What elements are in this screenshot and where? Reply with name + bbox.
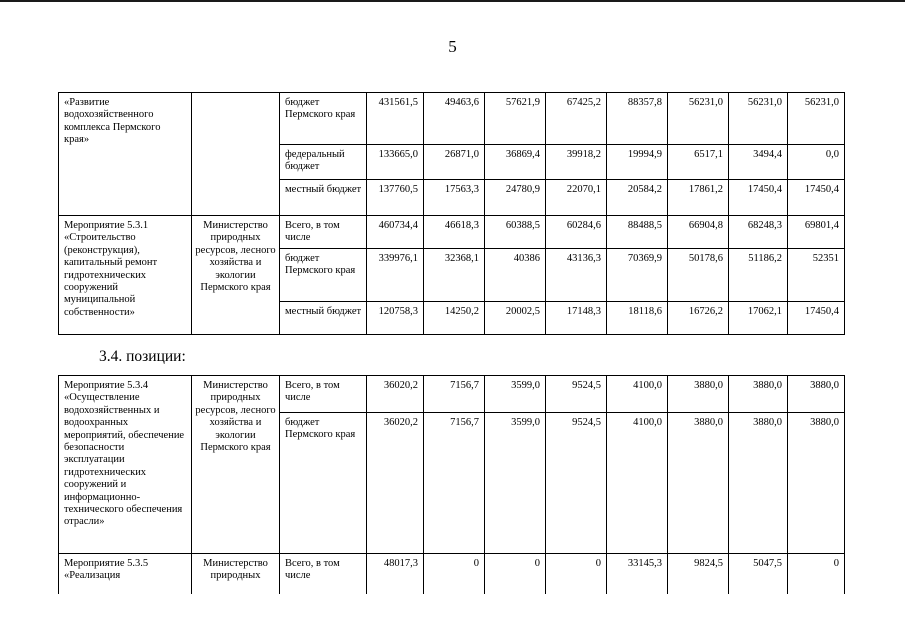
value-cell: 17062,1 [729, 302, 788, 335]
funding-source-cell: бюджет Пермского края [280, 93, 367, 145]
value-cell: 3880,0 [788, 413, 845, 554]
value-cell: 20002,5 [485, 302, 546, 335]
value-cell: 3880,0 [729, 376, 788, 413]
value-cell: 69801,4 [788, 216, 845, 249]
table-row [59, 93, 845, 145]
program-name-cell: «Развитие водохозяйственного комплекса Пермского края» [59, 93, 192, 216]
value-cell: 120758,3 [367, 302, 424, 335]
value-cell: 16726,2 [668, 302, 729, 335]
value-cell: 68248,3 [729, 216, 788, 249]
value-cell: 6517,1 [668, 145, 729, 180]
value-cell: 32368,1 [424, 249, 485, 302]
table-row [59, 376, 845, 413]
value-cell: 36020,2 [367, 413, 424, 554]
value-cell: 24780,9 [485, 180, 546, 216]
funding-source-cell: Всего, в том числе [280, 554, 367, 594]
value-cell: 3599,0 [485, 413, 546, 554]
ministry-cell: Министерство природных ресурсов, лесного хозяйства и экологии Пермского края [192, 216, 280, 335]
value-cell: 26871,0 [424, 145, 485, 180]
value-cell: 9524,5 [546, 413, 607, 554]
value-cell: 17450,4 [788, 302, 845, 335]
ministry-cell: Министерство природных [192, 554, 280, 594]
value-cell: 39918,2 [546, 145, 607, 180]
value-cell: 0 [424, 554, 485, 594]
value-cell: 20584,2 [607, 180, 668, 216]
value-cell: 0 [546, 554, 607, 594]
value-cell: 52351 [788, 249, 845, 302]
value-cell: 56231,0 [729, 93, 788, 145]
value-cell: 133665,0 [367, 145, 424, 180]
value-cell: 50178,6 [668, 249, 729, 302]
funding-source-cell: бюджет Пермского края [280, 413, 367, 554]
value-cell: 17563,3 [424, 180, 485, 216]
program-name-cell: Мероприятие 5.3.1 «Строительство (реконструкция), капитальный ремонт гидротехнических сооружений муниципальной собственности» [59, 216, 192, 335]
value-cell: 7156,7 [424, 376, 485, 413]
ministry-cell [192, 93, 280, 216]
value-cell: 66904,8 [668, 216, 729, 249]
value-cell: 51186,2 [729, 249, 788, 302]
value-cell: 3880,0 [729, 413, 788, 554]
value-cell: 431561,5 [367, 93, 424, 145]
value-cell: 88488,5 [607, 216, 668, 249]
value-cell: 9524,5 [546, 376, 607, 413]
funding-source-cell: Всего, в том числе [280, 216, 367, 249]
value-cell: 3494,4 [729, 145, 788, 180]
value-cell: 3599,0 [485, 376, 546, 413]
value-cell: 67425,2 [546, 93, 607, 145]
value-cell: 7156,7 [424, 413, 485, 554]
funding-source-cell: Всего, в том числе [280, 376, 367, 413]
value-cell: 36020,2 [367, 376, 424, 413]
section-heading: 3.4. позиции: [99, 348, 186, 365]
value-cell: 46618,3 [424, 216, 485, 249]
value-cell: 17450,4 [729, 180, 788, 216]
page-number: 5 [448, 37, 457, 56]
value-cell: 17450,4 [788, 180, 845, 216]
value-cell: 3880,0 [788, 376, 845, 413]
value-cell: 48017,3 [367, 554, 424, 594]
value-cell: 17861,2 [668, 180, 729, 216]
value-cell: 4100,0 [607, 376, 668, 413]
value-cell: 33145,3 [607, 554, 668, 594]
program-name-cell: Мероприятие 5.3.4 «Осуществление водохозяйственных и водоохранных мероприятий, обеспечение безопасности эксплуатации гидротехнических сооружений и информационно-технического обеспечения отрасли» [59, 376, 192, 554]
value-cell: 49463,6 [424, 93, 485, 145]
value-cell: 5047,5 [729, 554, 788, 594]
funding-source-cell: местный бюджет [280, 180, 367, 216]
value-cell: 56231,0 [668, 93, 729, 145]
value-cell: 460734,4 [367, 216, 424, 249]
budget-table-top [58, 92, 845, 335]
value-cell: 9824,5 [668, 554, 729, 594]
value-cell: 57621,9 [485, 93, 546, 145]
value-cell: 60284,6 [546, 216, 607, 249]
value-cell: 0 [788, 554, 845, 594]
value-cell: 0,0 [788, 145, 845, 180]
budget-table-bottom [58, 553, 845, 594]
top-border-line [0, 0, 905, 2]
value-cell: 60388,5 [485, 216, 546, 249]
value-cell: 339976,1 [367, 249, 424, 302]
value-cell: 3880,0 [668, 413, 729, 554]
value-cell: 18118,6 [607, 302, 668, 335]
table-row [59, 216, 845, 249]
value-cell: 43136,3 [546, 249, 607, 302]
value-cell: 14250,2 [424, 302, 485, 335]
value-cell: 88357,8 [607, 93, 668, 145]
value-cell: 4100,0 [607, 413, 668, 554]
value-cell: 40386 [485, 249, 546, 302]
value-cell: 70369,9 [607, 249, 668, 302]
ministry-cell: Министерство природных ресурсов, лесного хозяйства и экологии Пермского края [192, 376, 280, 554]
value-cell: 0 [485, 554, 546, 594]
value-cell: 22070,1 [546, 180, 607, 216]
value-cell: 17148,3 [546, 302, 607, 335]
value-cell: 137760,5 [367, 180, 424, 216]
value-cell: 19994,9 [607, 145, 668, 180]
budget-table-mid [58, 375, 845, 554]
value-cell: 3880,0 [668, 376, 729, 413]
funding-source-cell: федеральный бюджет [280, 145, 367, 180]
value-cell: 56231,0 [788, 93, 845, 145]
funding-source-cell: бюджет Пермского края [280, 249, 367, 302]
funding-source-cell: местный бюджет [280, 302, 367, 335]
table-row [59, 554, 845, 594]
program-name-cell: Мероприятие 5.3.5 «Реализация [59, 554, 192, 594]
value-cell: 36869,4 [485, 145, 546, 180]
